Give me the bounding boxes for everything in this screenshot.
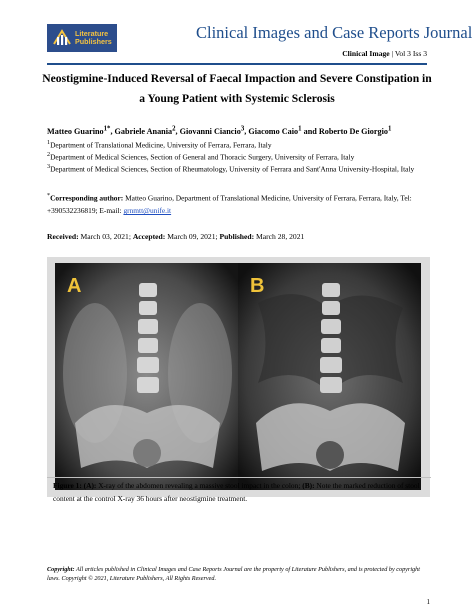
xray-b-illustration bbox=[238, 263, 421, 490]
caption-b-label: (B): bbox=[302, 481, 315, 490]
author-sep: and bbox=[301, 126, 319, 136]
copyright-label: Copyright: bbox=[47, 566, 75, 573]
page-number: 1 bbox=[426, 598, 430, 606]
issue-line bbox=[342, 49, 427, 58]
author-3 bbox=[180, 127, 249, 136]
copyright-text: All articles published in Clinical Images and Case Reports Journal are the property of Literature Publishers, and is protected by copyright laws. Copyright © 2021, Literature Publishers, All Rights Reserved. bbox=[47, 566, 420, 582]
affiliation-1 bbox=[47, 140, 272, 149]
header-rule bbox=[47, 63, 427, 65]
email-link[interactable]: grnmtt@unife.it bbox=[123, 206, 172, 216]
author-name: Roberto De Giorgio bbox=[318, 126, 388, 136]
affiliation-num: 3 bbox=[47, 164, 51, 170]
published-label: Published: bbox=[219, 232, 255, 241]
author-sep: , bbox=[175, 126, 180, 136]
xray-a-illustration bbox=[55, 263, 238, 490]
logo-text bbox=[75, 30, 112, 47]
affiliation-2 bbox=[47, 152, 354, 161]
caption-label: Figure 1: (A): bbox=[53, 481, 97, 490]
figure-caption bbox=[47, 477, 431, 507]
author-sup: 3 bbox=[240, 125, 245, 132]
caption-a-text: X-ray of the abdomen revealing a massive stool impact in the colon; bbox=[96, 481, 303, 490]
logo-mark-icon bbox=[51, 27, 73, 49]
author-5 bbox=[319, 127, 392, 136]
author-sup: 1 bbox=[387, 125, 392, 132]
publisher-logo bbox=[47, 24, 117, 52]
affiliation-text: Department of Medical Sciences, Section of General and Thoracic Surgery, University of Ferrara, Italy bbox=[50, 152, 355, 162]
article-dates bbox=[47, 232, 304, 241]
author-name: Giovanni Ciancio bbox=[179, 126, 241, 136]
panel-label-a: A bbox=[67, 275, 82, 297]
author-sep: , bbox=[110, 126, 115, 136]
author-sup: 2 bbox=[172, 125, 176, 132]
published-date: March 28, 2021 bbox=[254, 232, 305, 241]
author-sep: , bbox=[244, 126, 249, 136]
xray-image-a bbox=[55, 263, 238, 490]
received-label: Received: bbox=[47, 232, 79, 241]
corresponding-label: Corresponding author: bbox=[50, 193, 124, 203]
corresponding-author bbox=[47, 190, 431, 217]
author-sup: 1 bbox=[298, 125, 302, 132]
affiliation-3 bbox=[47, 164, 414, 173]
author-sup: 1* bbox=[103, 125, 111, 132]
logo-line-1: Literature bbox=[75, 28, 109, 38]
author-name: Gabriele Anania bbox=[114, 126, 173, 136]
author-4 bbox=[248, 127, 319, 136]
affiliation-num: 1 bbox=[47, 140, 51, 146]
accepted-label: Accepted: bbox=[132, 232, 166, 241]
affiliation-num: 2 bbox=[47, 152, 51, 158]
journal-title: Clinical Images and Case Reports Journal bbox=[196, 23, 473, 42]
corresponding-star: * bbox=[47, 193, 51, 199]
article-title: Neostigmine-Induced Reversal of Faecal Impaction and Severe Constipation in a Young Patient with Systemic Sclerosis bbox=[42, 72, 432, 105]
xray-image-b bbox=[238, 263, 421, 490]
author-name: Matteo Guarino bbox=[47, 126, 104, 136]
affiliation-text: Department of Medical Sciences, Section of Rheumatology, University of Ferrara and Sant'Anna University-Hospital, Italy bbox=[50, 164, 415, 174]
corresponding-text: Matteo Guarino, Department of Translational Medicine, University of Ferrara, Ferrara, Italy, Tel: +390532236819; E-mail: bbox=[47, 193, 412, 216]
copyright-notice bbox=[47, 566, 427, 583]
author-name: Giacomo Caio bbox=[248, 126, 299, 136]
author-list bbox=[47, 125, 391, 136]
panel-label-b: B bbox=[250, 275, 265, 297]
author-2 bbox=[115, 127, 180, 136]
caption-b-text: Note the marked reduction of stool content at the control X-ray 36 hours after neostigmine treatment. bbox=[53, 481, 420, 503]
received-date: March 03, 2021; bbox=[78, 232, 133, 241]
logo-line-2: Publishers bbox=[75, 37, 112, 46]
accepted-date: March 09, 2021; bbox=[165, 232, 220, 241]
volume-issue: | Vol 3 Iss 3 bbox=[389, 49, 427, 58]
figure-1 bbox=[47, 257, 430, 497]
article-type: Clinical Image bbox=[342, 49, 390, 58]
author-1 bbox=[47, 127, 115, 136]
affiliation-text: Department of Translational Medicine, University of Ferrara, Ferrara, Italy bbox=[50, 140, 272, 150]
